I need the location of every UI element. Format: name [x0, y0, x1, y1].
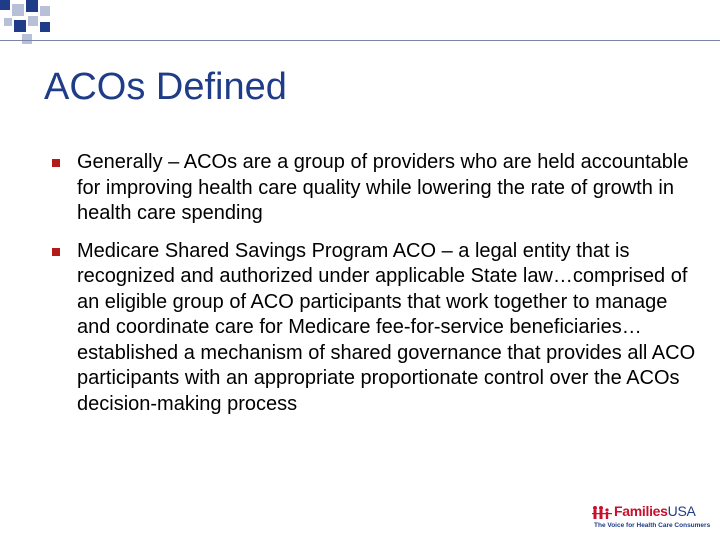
families-usa-logo	[592, 503, 710, 533]
bullet-item	[50, 239, 700, 418]
bullet-list	[50, 150, 700, 429]
header-rule	[0, 40, 720, 41]
logo-name-main: Families	[614, 503, 668, 519]
square-bullet-icon	[52, 248, 60, 256]
bullet-item	[50, 150, 700, 227]
square-bullet-icon	[52, 159, 60, 167]
bullet-text: Generally – ACOs are a group of providers who are held accountable for improving health care quality while lowering the rate of growth in health care spending	[77, 151, 689, 224]
logo-tagline: The Voice for Health Care Consumers	[594, 522, 711, 529]
bullet-text: Medicare Shared Savings Program ACO – a legal entity that is recognized and authorized under applicable State law…comprised of an eligible group of ACO participants that work together to manage and coordinate care for Medicare fee-for-service beneficiaries…established a mechanism of shared governance that provides all ACO participants with an appropriate proportionate control over the ACOs decision-making process	[77, 239, 696, 415]
people-figures-icon	[592, 505, 614, 521]
logo-wordmark	[614, 503, 696, 519]
slide-title: ACOs Defined	[44, 66, 287, 108]
logo-name-suffix: USA	[667, 503, 696, 519]
